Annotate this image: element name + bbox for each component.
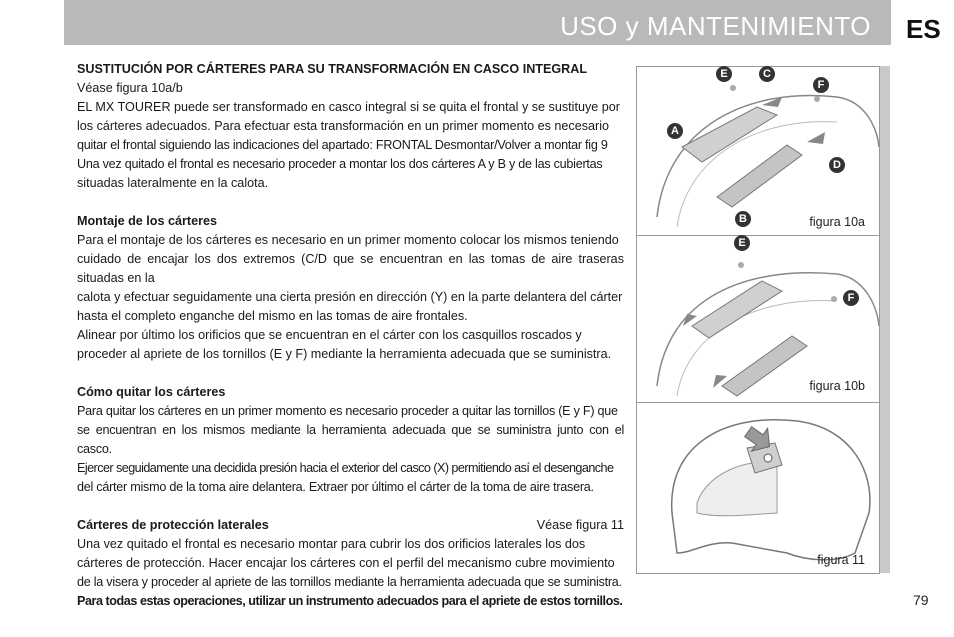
figure-10a bbox=[637, 67, 879, 235]
figure-reference-10ab: Véase figura 10a/b bbox=[77, 81, 183, 95]
paragraph-line: cuidado de encajar los dos extremos (C/D que se encuentran en las tomas de aire traseras situadas en la bbox=[77, 252, 624, 285]
callout-label: F bbox=[813, 77, 829, 93]
paragraph-line: de la visera y proceder al apriete de las tornillos mediante la herramienta adecuada que se suministra. bbox=[77, 575, 622, 589]
paragraph-line: Una vez quitado el frontal es necesario proceder a montar los dos cárteres A y B y de las cubiertas bbox=[77, 157, 603, 171]
helmet-diagram-10b bbox=[637, 236, 879, 402]
paragraph-line: EL MX TOURER puede ser transformado en casco integral si se quita el frontal y se sustituye por bbox=[77, 100, 620, 114]
section-title: USO y MANTENIMIENTO bbox=[560, 11, 871, 41]
heading-mounting: Montaje de los cárteres bbox=[77, 214, 217, 228]
helmet-diagram-11 bbox=[637, 403, 879, 573]
callout-label: F bbox=[843, 290, 859, 306]
paragraph-line: situadas lateralmente en la calota. bbox=[77, 176, 269, 190]
heading-substitution: SUSTITUCIÓN POR CÁRTERES PARA SU TRANSFORMACIÓN EN CASCO INTEGRAL bbox=[77, 62, 588, 76]
paragraph-line: Para quitar los cárteres en un primer momento es necesario proceder a quitar las tornillos (E y F) que bbox=[77, 404, 618, 418]
language-code: ES bbox=[906, 14, 941, 44]
paragraph-line: cárteres de protección. Hacer encajar los cárteres con el perfil del mecanismo cubre movimiento bbox=[77, 556, 615, 570]
paragraph-line: Ejercer seguidamente una decidida presión hacia el exterior del casco (X) permitiendo así el desenganche bbox=[77, 461, 614, 475]
figure-panel bbox=[636, 66, 880, 574]
paragraph-line: proceder al apriete de los tornillos (E y F) mediante la herramienta adecuada que se suministra. bbox=[77, 347, 612, 361]
header-bar bbox=[64, 0, 891, 45]
callout-label: A bbox=[667, 123, 683, 139]
figure-caption: figura 10b bbox=[809, 379, 865, 393]
paragraph-line: Una vez quitado el frontal es necesario montar para cubrir los dos orificios laterales los dos bbox=[77, 537, 586, 551]
callout-label: E bbox=[734, 235, 750, 251]
callout-label: E bbox=[716, 66, 732, 82]
callout-label: C bbox=[759, 66, 775, 82]
figure-caption: figura 11 bbox=[817, 553, 865, 567]
figure-11 bbox=[637, 403, 879, 573]
page-number: 79 bbox=[913, 592, 929, 608]
paragraph-line: Para el montaje de los cárteres es necesario en un primer momento colocar los mismos teniendo bbox=[77, 233, 619, 247]
paragraph-line: hasta el completo enganche del mismo en las tomas de aire frontales. bbox=[77, 309, 468, 323]
callout-label: B bbox=[735, 211, 751, 227]
paragraph-line: los cárteres adecuados. Para efectuar esta transformación en un primer momento es necesario bbox=[77, 119, 610, 133]
heading-removal: Cómo quitar los cárteres bbox=[77, 385, 226, 399]
paragraph-line: se encuentran en los mismos mediante la herramienta adecuada que se suministra junto con el casco. bbox=[77, 423, 624, 456]
paragraph-line: quitar el frontal siguiendo las indicaciones del apartado: FRONTAL Desmontar/Volver a montar fig 9 bbox=[77, 138, 608, 152]
figure-reference-11: Véase figura 11 bbox=[536, 518, 624, 532]
paragraph-line: Alinear por último los orificios que se encuentran en el cárter con los casquillos roscados y bbox=[77, 328, 582, 342]
figure-caption: figura 10a bbox=[809, 215, 865, 229]
warning-note: Para todas estas operaciones, utilizar un instrumento adecuados para el apriete de estos tornillos. bbox=[77, 594, 623, 608]
paragraph-line: del cárter mismo de la toma aire delantera. Extraer por último el cárter de la toma de aire trasera. bbox=[77, 480, 594, 494]
paragraph-line: calota y efectuar seguidamente una cierta presión en dirección (Y) en la parte delantera del cárter bbox=[77, 290, 623, 304]
heading-side-covers: Cárteres de protección laterales bbox=[77, 518, 269, 532]
figure-10b bbox=[637, 236, 879, 402]
callout-label: D bbox=[829, 157, 845, 173]
text-column bbox=[77, 60, 624, 611]
helmet-diagram-10a bbox=[637, 67, 879, 235]
